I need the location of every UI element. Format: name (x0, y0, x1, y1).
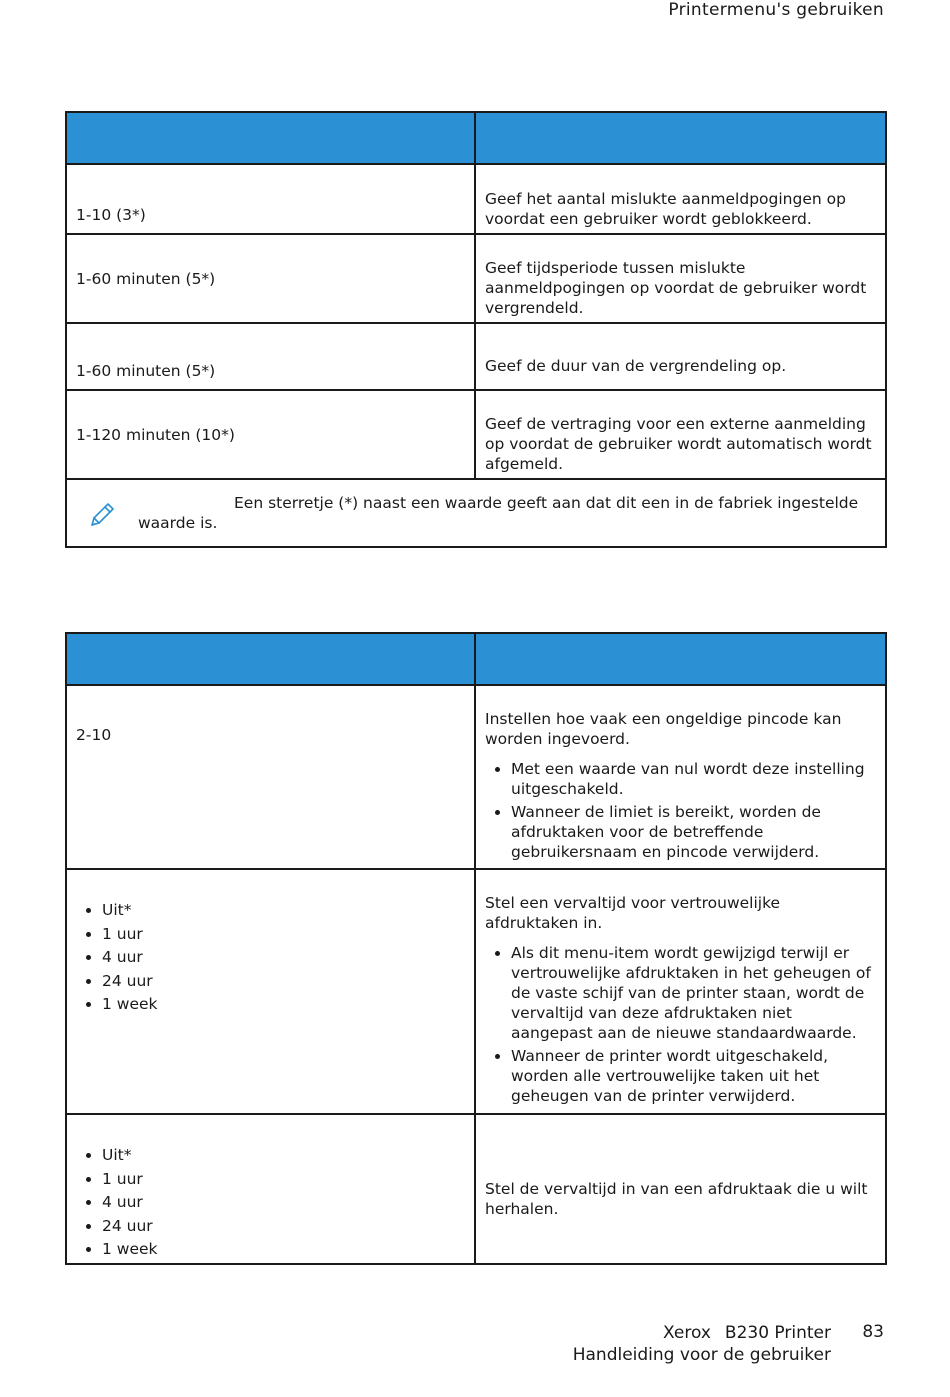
note-text (76, 493, 876, 533)
table-row (66, 164, 886, 234)
description-cell (475, 869, 886, 1114)
list-item: • Met een waarde van nul wordt deze instelling uitgeschakeld. (511, 759, 876, 799)
list-item: • 4 uur (102, 947, 465, 967)
note-lead: Een sterretje (*) naast een waarde geeft aan dat dit een in de fabriek ingestelde (234, 494, 859, 512)
settings-table-2 (65, 632, 887, 1265)
note-row (66, 479, 886, 547)
header-cell-description (475, 112, 886, 164)
description-bullets (485, 943, 876, 1106)
page-footer (573, 1322, 831, 1366)
header-cell-value (66, 633, 475, 685)
value-cell (66, 869, 475, 1114)
value-list (76, 1145, 465, 1259)
list-item: • Als dit menu-item wordt gewijzigd terwijl er vertrouwelijke afdruktaken in het geheugen of de vaste schijf van de printer staan, wordt de vervaltijd van deze afdruktaken niet aangepast aan de nieuwe standaardwaarde. (511, 943, 876, 1043)
table-row (66, 323, 886, 390)
note-tail: waarde is. (138, 514, 218, 532)
value-cell: 1-120 minuten (10*) (66, 390, 475, 479)
value-cell: 1-10 (3*) (66, 164, 475, 234)
pencil-note-icon (87, 500, 117, 530)
settings-table-1 (65, 111, 887, 548)
table-row (66, 869, 886, 1114)
list-item: • Wanneer de printer wordt uitgeschakeld, worden alle vertrouwelijke taken uit het geheugen van de printer verwijderd. (511, 1046, 876, 1106)
footer-brand: Xerox (663, 1323, 711, 1343)
list-item: • 24 uur (102, 1216, 465, 1236)
table-row (66, 685, 886, 869)
description-text: Stel een vervaltijd voor vertrouwelijke afdruktaken in. (485, 894, 781, 932)
header-cell-description (475, 633, 886, 685)
description-cell: Geef de duur van de vergrendeling op. (475, 323, 886, 390)
table-header-row (66, 633, 886, 685)
footer-product (573, 1322, 831, 1344)
footer-guide-title: Handleiding voor de gebruiker (572, 1345, 831, 1365)
list-item: • Wanneer de limiet is bereikt, worden de afdruktaken voor de betreffende gebruikersnaam en pincode verwijderd. (511, 802, 876, 862)
value-list (76, 900, 465, 1014)
table-header-row (66, 112, 886, 164)
description-cell (475, 685, 886, 869)
table-row (66, 1114, 886, 1264)
description-cell: Geef het aantal mislukte aanmeldpogingen op voordat een gebruiker wordt geblokkeerd. (475, 164, 886, 234)
header-cell-value (66, 112, 475, 164)
value-cell: 1-60 minuten (5*) (66, 323, 475, 390)
list-item: • 1 uur (102, 924, 465, 944)
list-item: • 24 uur (102, 971, 465, 991)
list-item: • Uit* (102, 900, 465, 920)
list-item: • 1 uur (102, 1169, 465, 1189)
table-row (66, 390, 886, 479)
running-header: Printermenu's gebruiken (668, 0, 884, 20)
description-cell: Geef tijdsperiode tussen mislukte aanmeldpogingen op voordat de gebruiker wordt vergrendeld. (475, 234, 886, 323)
list-item: • 4 uur (102, 1192, 465, 1212)
list-item: • 1 week (102, 994, 465, 1014)
description-bullets (485, 759, 876, 862)
value-cell: 1-60 minuten (5*) (66, 234, 475, 323)
list-item: • 1 week (102, 1239, 465, 1259)
footer-model: B230 Printer (724, 1323, 831, 1343)
description-text: Instellen hoe vaak een ongeldige pincode kan worden ingevoerd. (485, 709, 842, 748)
list-item: • Uit* (102, 1145, 465, 1165)
description-cell: Geef de vertraging voor een externe aanmelding op voordat de gebruiker wordt automatisch wordt afgemeld. (475, 390, 886, 479)
value-cell: 2-10 (66, 685, 475, 869)
value-cell (66, 1114, 475, 1264)
note-cell (66, 479, 886, 547)
table-row (66, 234, 886, 323)
description-cell: Stel de vervaltijd in van een afdruktaak die u wilt herhalen. (475, 1114, 886, 1264)
page-number: 83 (862, 1322, 884, 1342)
